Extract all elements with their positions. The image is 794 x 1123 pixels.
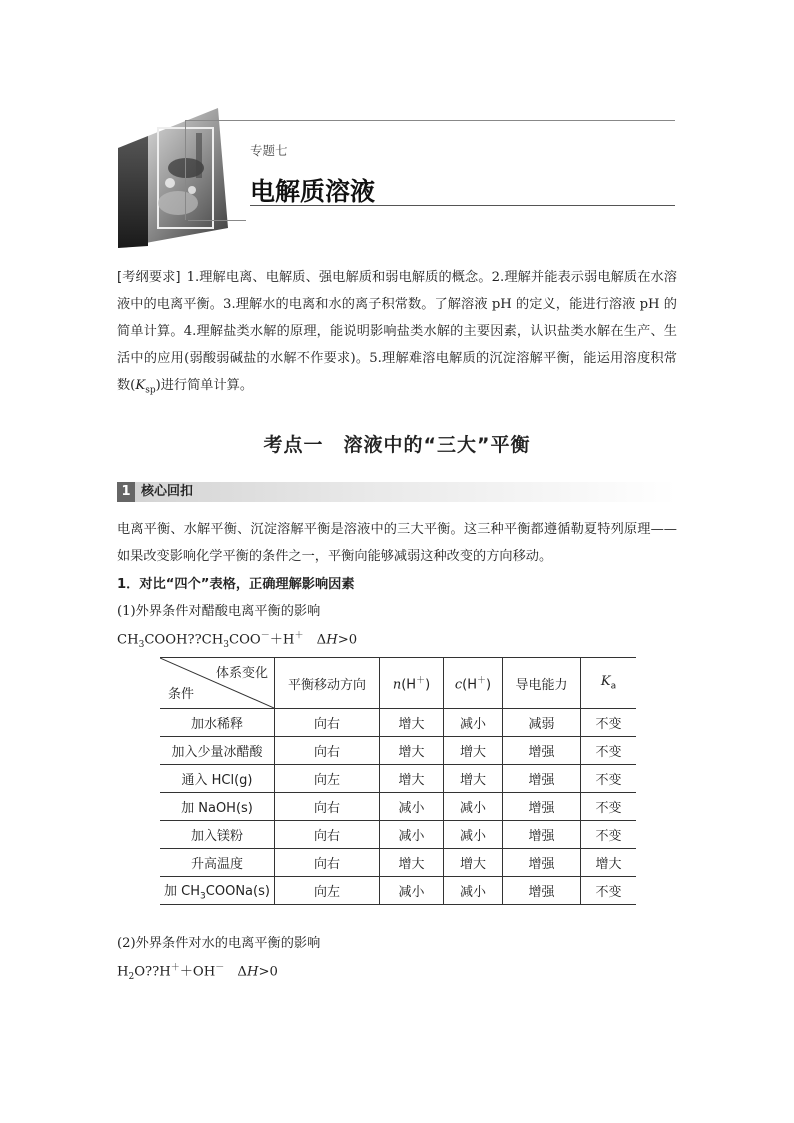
acetic-acid-factors-table (160, 657, 636, 905)
table-cell: 增大 (380, 709, 444, 737)
table-cell: 增大 (444, 737, 503, 765)
series-label: 专题七 (250, 143, 288, 158)
corner-header (160, 658, 275, 709)
table-cell: 减小 (380, 877, 444, 905)
subheading-acetic-acid: (1)外界条件对醋酸电离平衡的影响 (117, 604, 321, 619)
ksp-symbol: K (135, 378, 146, 393)
table-cell: 不变 (581, 821, 637, 849)
table-cell: 增强 (503, 737, 581, 765)
table-cell: 向左 (275, 877, 380, 905)
column-header-conductivity: 导电能力 (503, 658, 581, 709)
table-cell: 减小 (444, 709, 503, 737)
subheading-water: (2)外界条件对水的电离平衡的影响 (117, 936, 321, 951)
table-row (160, 877, 636, 905)
water-equation: $H_2O??H^++OH^-$ ΔH>0 (117, 963, 278, 983)
table-row (160, 849, 636, 877)
table-cell: 增强 (503, 821, 581, 849)
ksp-subscript: sp (145, 385, 156, 396)
row-condition: 加入镁粉 (160, 821, 275, 849)
banner-underline (188, 220, 246, 221)
table-cell: 不变 (581, 709, 637, 737)
acetic-acid-equation: $CH_3COOH??CH_3COO^-+H^+$ ΔH>0 (117, 631, 358, 651)
table-cell: 增大 (444, 849, 503, 877)
table-cell: 增大 (581, 849, 637, 877)
table-cell: 增强 (503, 793, 581, 821)
core-review-bar (117, 482, 677, 502)
row-condition: 加水稀释 (160, 709, 275, 737)
table-cell: 减小 (444, 877, 503, 905)
table-cell: 减小 (444, 793, 503, 821)
table-cell: 减小 (380, 821, 444, 849)
column-header-n-h: n(H＋) (380, 658, 444, 709)
table-cell: 向左 (275, 765, 380, 793)
requirements-text-1: 1.理解电离、电解质、强电解质和弱电解质的概念。2.理解并能表示弱电解质在水溶液中的电离平衡。3.理解水的电离和水的离子积常数。了解溶液 pH 的定义，能进行溶液 pH 的简单计算。4.理解盐类水解的原理，能说明影响盐类水解的主要因素，认识盐类水解在生产、生活中的应用(弱酸弱碱盐的水解不作要求)。5.理解难溶电解质的沉淀溶解平衡，能运用溶度积常数( (117, 270, 677, 393)
table-cell: 增强 (503, 877, 581, 905)
table-cell: 增大 (380, 849, 444, 877)
subsection-heading: 1．对比“四个”表格，正确理解影响因素 (117, 577, 355, 592)
table-cell: 不变 (581, 793, 637, 821)
row-condition: 加 $CH_3COONa(s)$ (160, 877, 275, 905)
corner-bottom-label: 条件 (168, 687, 195, 702)
title-divider (250, 205, 675, 206)
table-cell: 不变 (581, 737, 637, 765)
table-cell: 不变 (581, 765, 637, 793)
intro-paragraph: 电离平衡、水解平衡、沉淀溶解平衡是溶液中的三大平衡。这三种平衡都遵循勒夏特列原理——如果改变影响化学平衡的条件之一，平衡向能够减弱这种改变的方向移动。 (117, 522, 677, 564)
table-cell: 向右 (275, 709, 380, 737)
table-cell: 减小 (444, 821, 503, 849)
table-cell: 增大 (380, 737, 444, 765)
core-review-label: 核心回扣 (141, 484, 194, 499)
requirements-text-2: )进行简单计算。 (155, 378, 254, 393)
table-row (160, 821, 636, 849)
column-header-c-h: c(H＋) (444, 658, 503, 709)
row-condition: 加 NaOH(s) (160, 793, 275, 821)
column-header-direction: 平衡移动方向 (275, 658, 380, 709)
table-cell: 增大 (444, 765, 503, 793)
table-cell: 向右 (275, 821, 380, 849)
table-row (160, 737, 636, 765)
section-title: 考点一 溶液中的“三大”平衡 (263, 434, 531, 456)
exam-requirements (117, 264, 677, 405)
table-cell: 增强 (503, 765, 581, 793)
row-condition: 升高温度 (160, 849, 275, 877)
chapter-title: 电解质溶液 (250, 177, 376, 206)
table-cell: 增强 (503, 849, 581, 877)
table-row (160, 793, 636, 821)
table-cell: 不变 (581, 877, 637, 905)
table-header-row (160, 658, 636, 709)
table-cell: 减弱 (503, 709, 581, 737)
table-cell: 向右 (275, 849, 380, 877)
table-cell: 向右 (275, 793, 380, 821)
table-row (160, 765, 636, 793)
requirements-tag: [考纲要求] (117, 270, 181, 285)
table-cell: 减小 (380, 793, 444, 821)
core-review-number: 1 (117, 482, 135, 502)
table-cell: 增大 (380, 765, 444, 793)
corner-top-label: 体系变化 (215, 666, 268, 681)
table-cell: 向右 (275, 737, 380, 765)
row-condition: 加入少量冰醋酸 (160, 737, 275, 765)
row-condition: 通入 HCl(g) (160, 765, 275, 793)
column-header-ka: $K_a$ (581, 658, 637, 709)
table-row (160, 709, 636, 737)
